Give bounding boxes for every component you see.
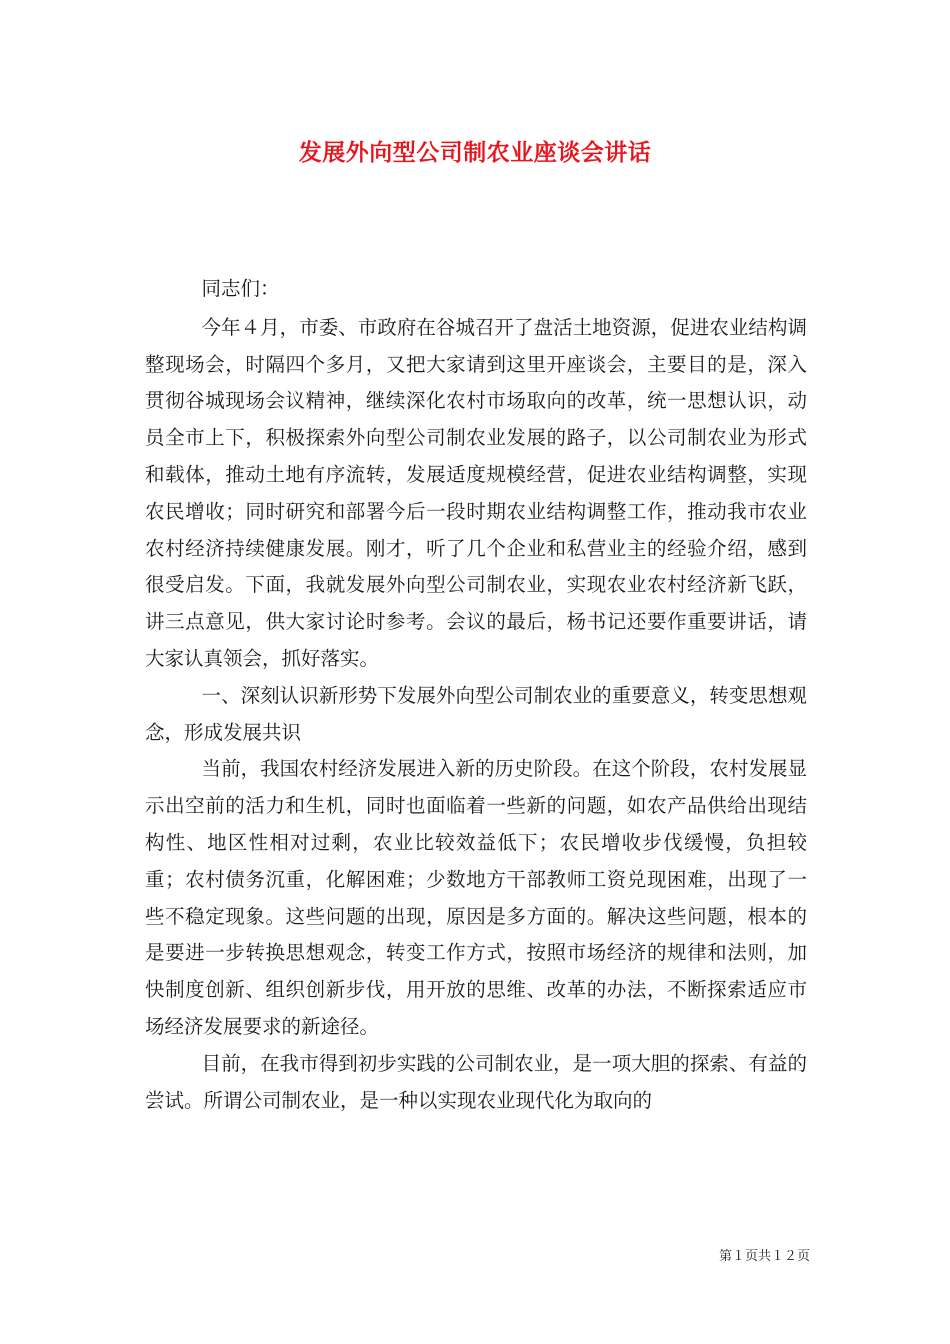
- salutation-paragraph: 同志们：: [201, 277, 280, 300]
- document-title: 发展外向型公司制农业座谈会讲话: [298, 139, 652, 166]
- intro-paragraph: 今年４月，市委、市政府在谷城召开了盘活土地资源，促进农业结构调整现场会，时隔四个多月，又把大家请到这里开座谈会，主要目的是，深入贯彻谷城现场会议精神，继续深化农村市场取向的改革，统一思想认识，动员全市上下，积极探索外向型公司制农业发展的路子，以公司制农业为形式和载体，推动土地有序流转，发展适度规模经营，促进农业结构调整，实现农民增收；同时研究和部署今后一段时期农业结构调整工作，推动我市农业农村经济持续健康发展。刚才，听了几个企业和私营业主的经验介绍，感到很受启发。下面，我就发展外向型公司制农业，实现农业农村经济新飞跃，讲三点意见，供大家讨论时参考。会议的最后，杨书记还要作重要讲话，请大家认真领会，抓好落实。: [145, 315, 807, 670]
- body-paragraph: 目前，在我市得到初步实践的公司制农业，是一项大胆的探索、有益的尝试。所谓公司制农业，是一种以实现农业现代化为取向的: [145, 1051, 807, 1112]
- page-number: 第１页共１２页: [718, 1249, 810, 1264]
- section-heading-one: 一、深刻认识新形势下发展外向型公司制农业的重要意义，转变思想观念，形成发展共识: [145, 683, 807, 744]
- body-paragraph: 当前，我国农村经济发展进入新的历史阶段。在这个阶段，农村发展显示出空前的活力和生机，同时也面临着一些新的问题，如农产品供给出现结构性、地区性相对过剩，农业比较效益低下；农民增收步伐缓慢，负担较重；农村债务沉重，化解困难；少数地方干部教师工资兑现困难，出现了一些不稳定现象。这些问题的出现，原因是多方面的。解决这些问题，根本的是要进一步转换思想观念，转变工作方式，按照市场经济的规律和法则，加快制度创新、组织创新步伐，用开放的思维、改革的办法，不断探索适应市场经济发展要求的新途径。: [145, 757, 807, 1038]
- document-body: [145, 271, 807, 1119]
